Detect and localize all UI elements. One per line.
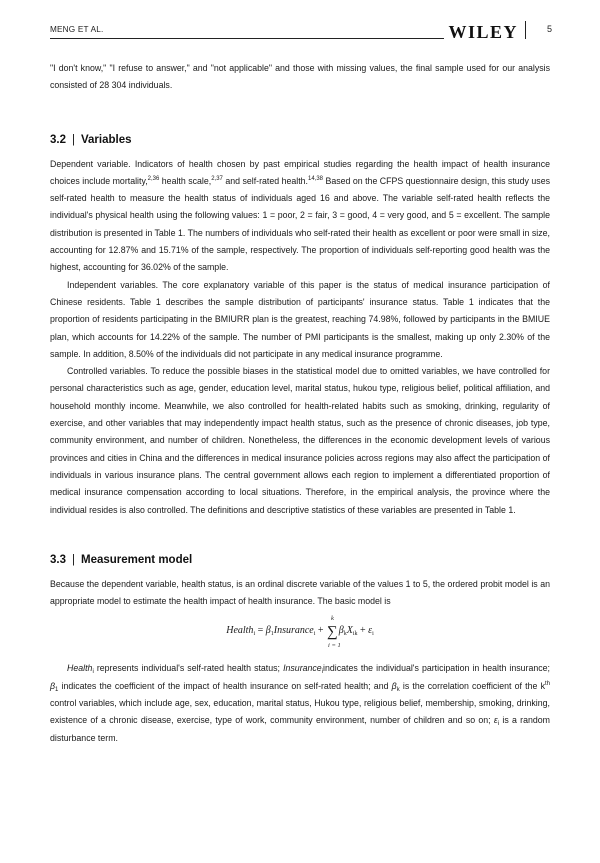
- citation: 14,38: [308, 175, 324, 182]
- citation: 2,36: [147, 175, 160, 182]
- section-heading-measurement-model: 3.3 | Measurement model: [50, 553, 193, 566]
- dependent-variable-paragraph: Dependent variable. Indicators of health chosen by past empirical studies regarding the health impact of health insurance choices include mortality,$^{2,36}$ health scale,$^{2,37}$ and self-rated health.$^{14,38}$ Based on the CFPS questionnaire design, this study uses self-rated health to measure the health status of individuals aged 16 and above. The variable self-rated health reflects the individual's physical health using the following values: 1 = poor, 2 = fair, 3 = good, 4 = very good, and 5 = excellent. The sample distribution is presented in Table 1. The numbers of individuals who self-rated their health as excellent or poor were small in size, accounting for 12.87% and 15.71% of the sample, respectively. The proportion of individuals self-reporting good health was the highest, accounting for 36.02% of the sample.: [50, 158, 550, 273]
- header-separator: [525, 21, 526, 39]
- citation: 2,37: [211, 175, 223, 182]
- section-heading-variables: 3.2 | Variables: [50, 133, 132, 146]
- intro-paragraph: "I don't know," "I refuse to answer," and "not applicable" and those with missing values, the final sample used for our analysis consisted of 28 304 individuals.: [50, 63, 550, 91]
- running-head-authors: MENG ET AL.: [50, 25, 104, 34]
- model-explanation-paragraph: Health$_i$ represents individual's self-rated health status; Insurance$_i$indicates the individual's participation in health insurance; $\beta_1$ indicates the coefficient of the impact of health insurance on self-rated health; and $\beta_k$ is the correlation coefficient of the $k^{th}$ control variables, which include age, sex, education, marital status, Hukou type, religious belief, membership, smoking, drinking, existence of a chronic disease, exercise, type of work, community environment, number of children and so on; $\varepsilon_i$ is a random disturbance term.: [50, 663, 551, 743]
- publisher-logo: WILEY: [444, 22, 518, 43]
- controlled-variable-paragraph: Controlled variables. To reduce the possible biases in the statistical model due to omitted variables, we have controlled for personal characteristics such as age, gender, education level, marital status, hukou type, religious belief, political affiliation, and household monthly income. Meanwhile, we also controlled for health-related habits such as smoking, drinking, regularity of exercise, and other variables that may independently impact health status, such as the presence of chronic diseases, job type, community environment, and number of children. Nonetheless, the differences in the economic development levels of various provinces and cities in China and the differences in medical insurance policies across regions may also affect the participation of individuals in various insurance plans. The central government allows each region to implement a differentiated proportion of medical insurance compensation according to local situations. Therefore, in the empirical analysis, the province where the individual resides is also controlled. The definitions and descriptive statistics of these variables are presented in Table 1.: [50, 366, 550, 515]
- section-title: Variables: [81, 133, 132, 146]
- model-intro-paragraph: Because the dependent variable, health status, is an ordinal discrete variable of the values 1 to 5, the ordered probit model is an appropriate model to estimate the health impact of health insurance. The basic model is: [50, 578, 550, 607]
- summation-symbol: k ∑ i = 1: [327, 615, 341, 650]
- header-rule: [50, 38, 502, 39]
- ordered-probit-equation: Health$_i$ = $\beta_1Insurance_i$ + k ∑ i = 1 $\beta_kX_{ik} + \varepsilon_i$: [226, 615, 374, 650]
- running-header: [50, 22, 552, 44]
- section-number: 3.3: [50, 553, 66, 566]
- article-body: [50, 60, 550, 747]
- page-number: 5: [546, 24, 552, 34]
- independent-variable-paragraph: Independent variables. The core explanatory variable of this paper is the status of medical insurance participation of Chinese residents. Table 1 describes the sample distribution of participants' insurance status. Table 1 indicates that the proportion of residents participating in the BMIURR plan is the greatest, reaching 74.98%, followed by participants in the BMIUE plan, which accounts for 14.22% of the sample. The number of PMI participants is the smallest, making up only 2.30% of the sample. In addition, 8.50% of the individuals did not participate in any medical insurance programme.: [50, 279, 550, 359]
- section-number: 3.2: [50, 133, 66, 146]
- section-title: Measurement model: [81, 553, 193, 566]
